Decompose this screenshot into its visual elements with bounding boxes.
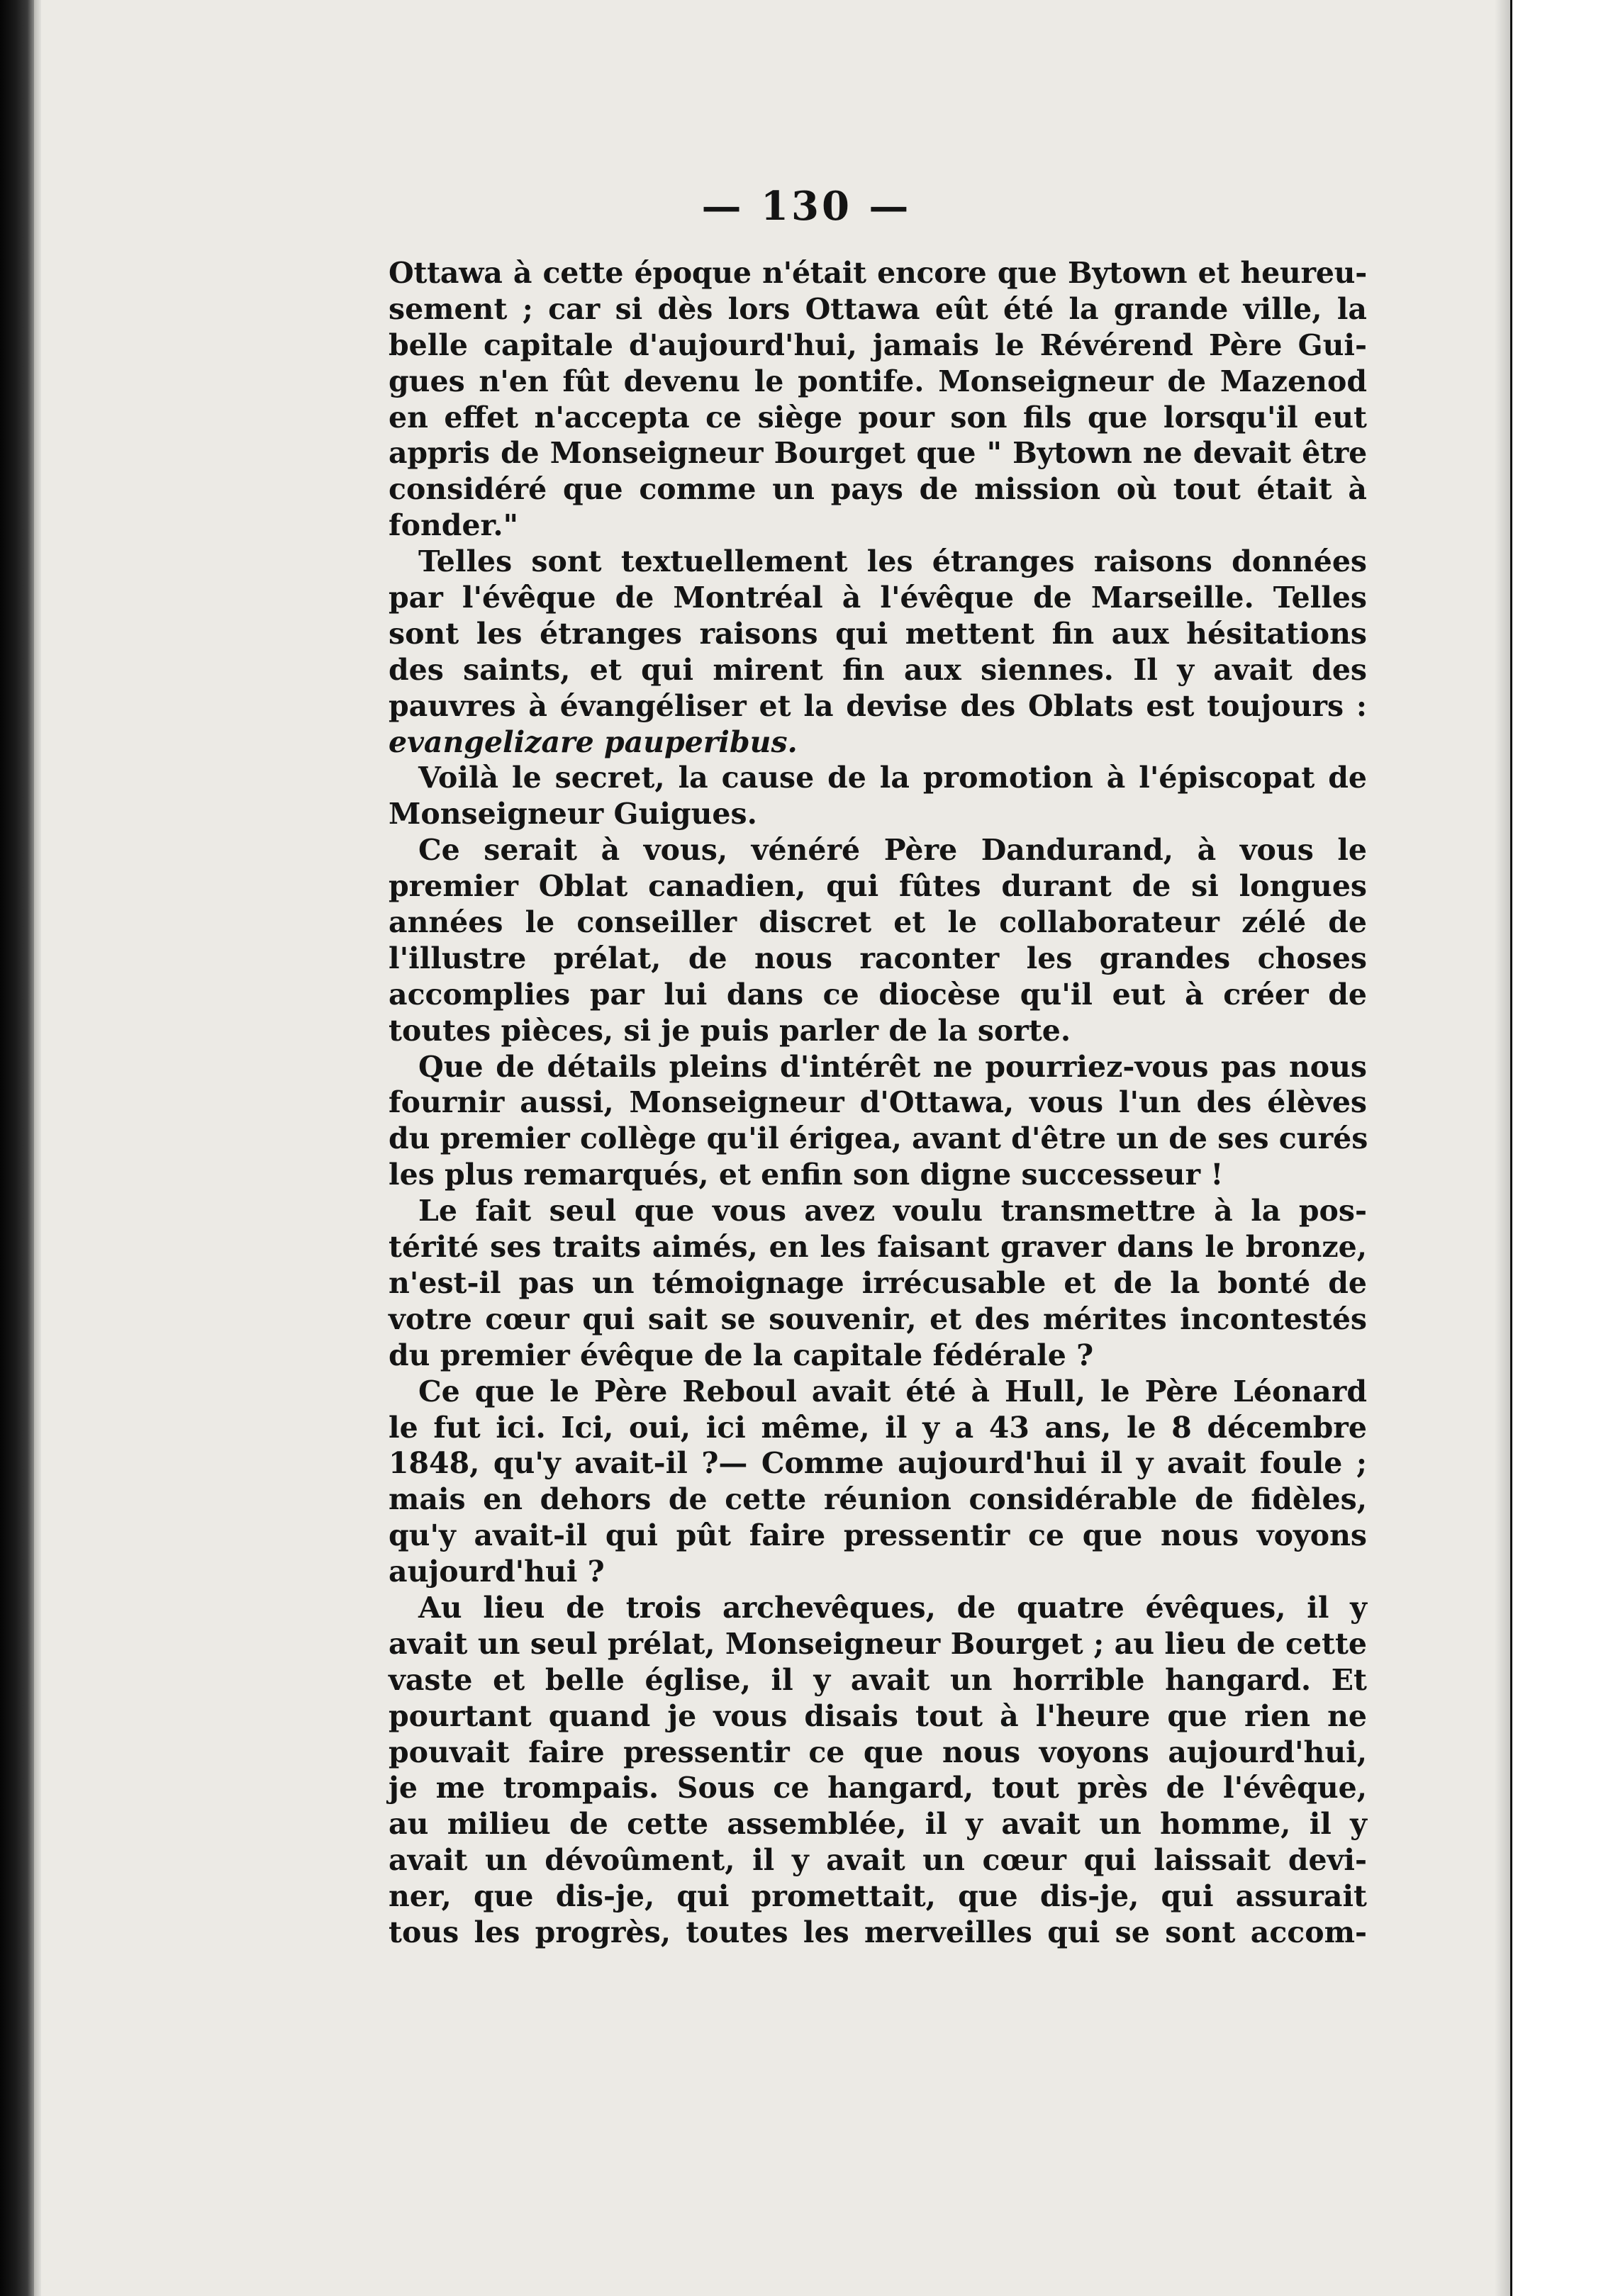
text-line: n'est-il pas un témoignage irrécusable et de la bonté de	[389, 1265, 1367, 1300]
text-line: avait un dévoûment, il y avait un cœur qui laissait devi-	[389, 1843, 1367, 1878]
text-line: Que de détails pleins d'intérêt ne pourriez-vous pas nous	[418, 1049, 1367, 1084]
text-line: en effet n'accepta ce siège pour son fils que lorsqu'il eut	[389, 400, 1367, 435]
text-line: pourtant quand je vous disais tout à l'heure que rien ne	[389, 1698, 1367, 1733]
text-line: sement ; car si dès lors Ottawa eût été la grande ville, la	[389, 291, 1367, 326]
text-line: Le fait seul que vous avez voulu transmettre à la pos-	[418, 1194, 1367, 1228]
text-line: tous les progrès, toutes les merveilles qui se sont accom-	[389, 1915, 1367, 1949]
text-line: votre cœur qui sait se souvenir, et des mérites incontestés	[389, 1301, 1367, 1336]
text-line: considéré que comme un pays de mission où tout était à	[389, 472, 1367, 507]
text-line: térité ses traits aimés, en les faisant graver dans le bronze,	[389, 1230, 1367, 1265]
text-line: Voilà le secret, la cause de la promotion à l'épiscopat de	[418, 761, 1367, 795]
text-line: Ottawa à cette époque n'était encore que Bytown et heureu-	[389, 256, 1367, 290]
text-line: fournir aussi, Monseigneur d'Ottawa, vous l'un des élèves	[389, 1085, 1367, 1120]
text-line: années le conseiller discret et le collaborateur zélé de	[389, 905, 1367, 940]
text-line: accomplies par lui dans ce diocèse qu'il eut à créer de	[389, 977, 1367, 1012]
text-line: sont les étranges raisons qui mettent fin aux hésitations	[389, 616, 1367, 651]
text-line: Ce serait à vous, vénéré Père Dandurand, à vous le	[418, 833, 1367, 868]
text-line: belle capitale d'aujourd'hui, jamais le Révérend Père Gui-	[389, 327, 1367, 362]
text-line: du premier collège qu'il érigea, avant d'être un de ses curés	[389, 1121, 1368, 1156]
text-line: avait un seul prélat, Monseigneur Bourget ; au lieu de cette	[389, 1626, 1367, 1661]
text-line: aujourd'hui ?	[389, 1555, 605, 1589]
text-line: l'illustre prélat, de nous raconter les grandes choses	[389, 941, 1367, 975]
body-text	[389, 255, 1367, 1951]
text-line: Monseigneur Guigues.	[389, 797, 757, 831]
text-line: 1848, qu'y avait-il ?— Comme aujourd'hui il y avait foule ;	[389, 1446, 1367, 1481]
scan-right-margin	[1512, 0, 1613, 2296]
text-line: gues n'en fût devenu le pontife. Monseigneur de Mazenod	[389, 364, 1367, 398]
text-line: ner, que dis-je, qui promettait, que dis-je, qui assurait	[389, 1879, 1367, 1914]
text-line: des saints, et qui mirent fin aux siennes. Il y avait des	[389, 652, 1367, 687]
scan-left-edge	[0, 0, 34, 2296]
text-line: vaste et belle église, il y avait un horrible hangard. Et	[389, 1662, 1367, 1697]
text-line: Au lieu de trois archevêques, de quatre évêques, il y	[418, 1590, 1367, 1625]
text-line: je me trompais. Sous ce hangard, tout près de l'évêque,	[389, 1771, 1367, 1805]
text-line: fonder."	[389, 508, 519, 543]
text-line: pauvres à évangéliser et la devise des Oblats est toujours :	[389, 688, 1367, 723]
text-line: Telles sont textuellement les étranges raisons données	[418, 544, 1367, 579]
text-line: toutes pièces, si je puis parler de la sorte.	[389, 1013, 1071, 1048]
page-number: — 130 —	[701, 183, 912, 230]
text-line: appris de Monseigneur Bourget que " Bytown ne devait être	[389, 436, 1367, 471]
text-line: par l'évêque de Montréal à l'évêque de Marseille. Telles	[389, 581, 1367, 615]
text-line: evangelizare pauperibus.	[389, 724, 798, 759]
text-line: qu'y avait-il qui pût faire pressentir ce que nous voyons	[389, 1518, 1367, 1553]
text-line: du premier évêque de la capitale fédérale ?	[389, 1338, 1094, 1372]
text-line: Ce que le Père Reboul avait été à Hull, le Père Léonard	[418, 1374, 1367, 1409]
scan-right-shadow	[1495, 0, 1510, 2296]
scan-left-edge-shade	[34, 0, 41, 2296]
text-line: mais en dehors de cette réunion considérable de fidèles,	[389, 1482, 1367, 1517]
text-line: premier Oblat canadien, qui fûtes durant de si longues	[389, 869, 1367, 904]
text-line: le fut ici. Ici, oui, ici même, il y a 43 ans, le 8 décembre	[389, 1410, 1367, 1445]
text-line: au milieu de cette assemblée, il y avait un homme, il y	[389, 1807, 1367, 1842]
text-line: pouvait faire pressentir ce que nous voyons aujourd'hui,	[389, 1735, 1367, 1769]
text-line: les plus remarqués, et enfin son digne successeur !	[389, 1158, 1224, 1192]
